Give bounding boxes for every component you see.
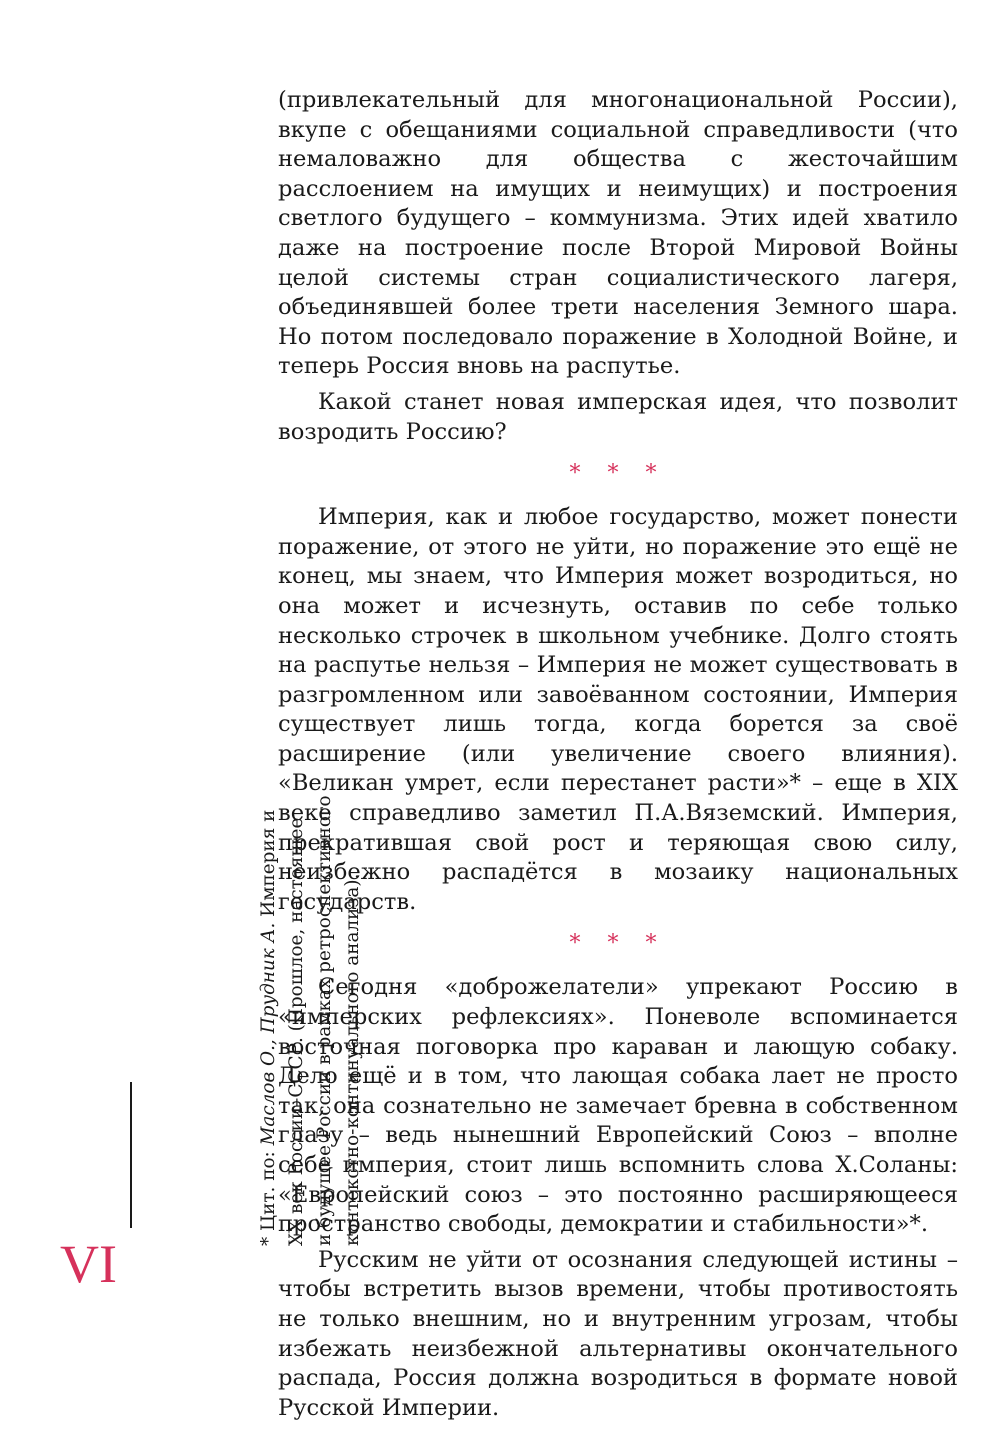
- paragraph-5: Русским не уйти от осознания следующей истины – чтобы встретить вызов времени, чтобы противостоять не только внешним, но и внутренним угрозам, чтобы избежать неизбежной альтернативы окончательного распада, Россия должна возродиться в формате новой Русской Империи.: [278, 1246, 958, 1421]
- paragraph-2: Какой станет новая имперская идея, что позволит возродить Россию?: [278, 388, 958, 445]
- footnote: [255, 795, 375, 1246]
- footnote-line-1: [255, 806, 283, 1246]
- page-number: VI: [60, 1234, 117, 1294]
- footnote-prefix: * Цит. по:: [258, 1145, 279, 1246]
- section-separator-2: * * *: [569, 931, 667, 957]
- main-text-column: [278, 86, 958, 1429]
- paragraph-3: Империя, как и любое государство, может понести поражение, от этого не уйти, но поражение это ещё не конец, мы знаем, что Империя может возродиться, но она может и исчезнуть, оставив по себе только несколько строчек в школьном учебнике. Долго стоять на распутье нельзя – Империя не может существовать в разгромленном или завоёванном состоянии, Империя существует лишь тогда, когда борется за своё расширение (или увеличение своего влияния). «Великан умрет, если перестанет расти»* – еще в XIX веке справедливо заметил П.А.Вяземский. Империя, прекратившая свой рост и теряющая свою силу, неизбежно распадётся в мозаику национальных государств.: [278, 504, 958, 915]
- footnote-title-start: Империя и: [258, 809, 279, 923]
- paragraph-1: (привлекательный для многонациональной России), вкупе с обещаниями социальной справедливости (что немаловажно для общества с жесточайшим расслоением на имущих и неимущих) и построения светлого будущего – коммунизма. Этих идей хватило даже на построение после Второй Мировой Войны целой системы стран социалистического лагеря, объединявшей более трети населения Земного шара. Но потом последовало поражение в Холодной Войне, и теперь Россия вновь на распутье.: [278, 87, 958, 380]
- footnote-rule: [130, 1082, 132, 1228]
- footnote-line-4: контекстно-континуального анализа).: [342, 873, 363, 1246]
- footnote-authors: Маслов О., Прудник А.: [258, 922, 279, 1146]
- paragraph-4: Сегодня «доброжелатели» упрекают Россию в «имперских рефлексиях». Поневоле вспоминается восточная поговорка про караван и лающую собаку. Дело ещё и в том, что лающая собака лает не просто так, она сознательно не замечает бревна в собственном глазу – ведь нынешний Европейский Союз – вполне себе империя, стоит лишь вспомнить слова Х.Соланы: «Европейский союз – это постоянно расширяющееся пространство свободы, демократии и стабильности»*.: [278, 974, 958, 1238]
- footnote-line-2: XX век России–СССР. (Прошлое, настоящее: [286, 817, 307, 1246]
- section-separator-1: * * *: [569, 461, 667, 487]
- footnote-line-3: и будущее России в рамках ретроспективного: [314, 795, 335, 1246]
